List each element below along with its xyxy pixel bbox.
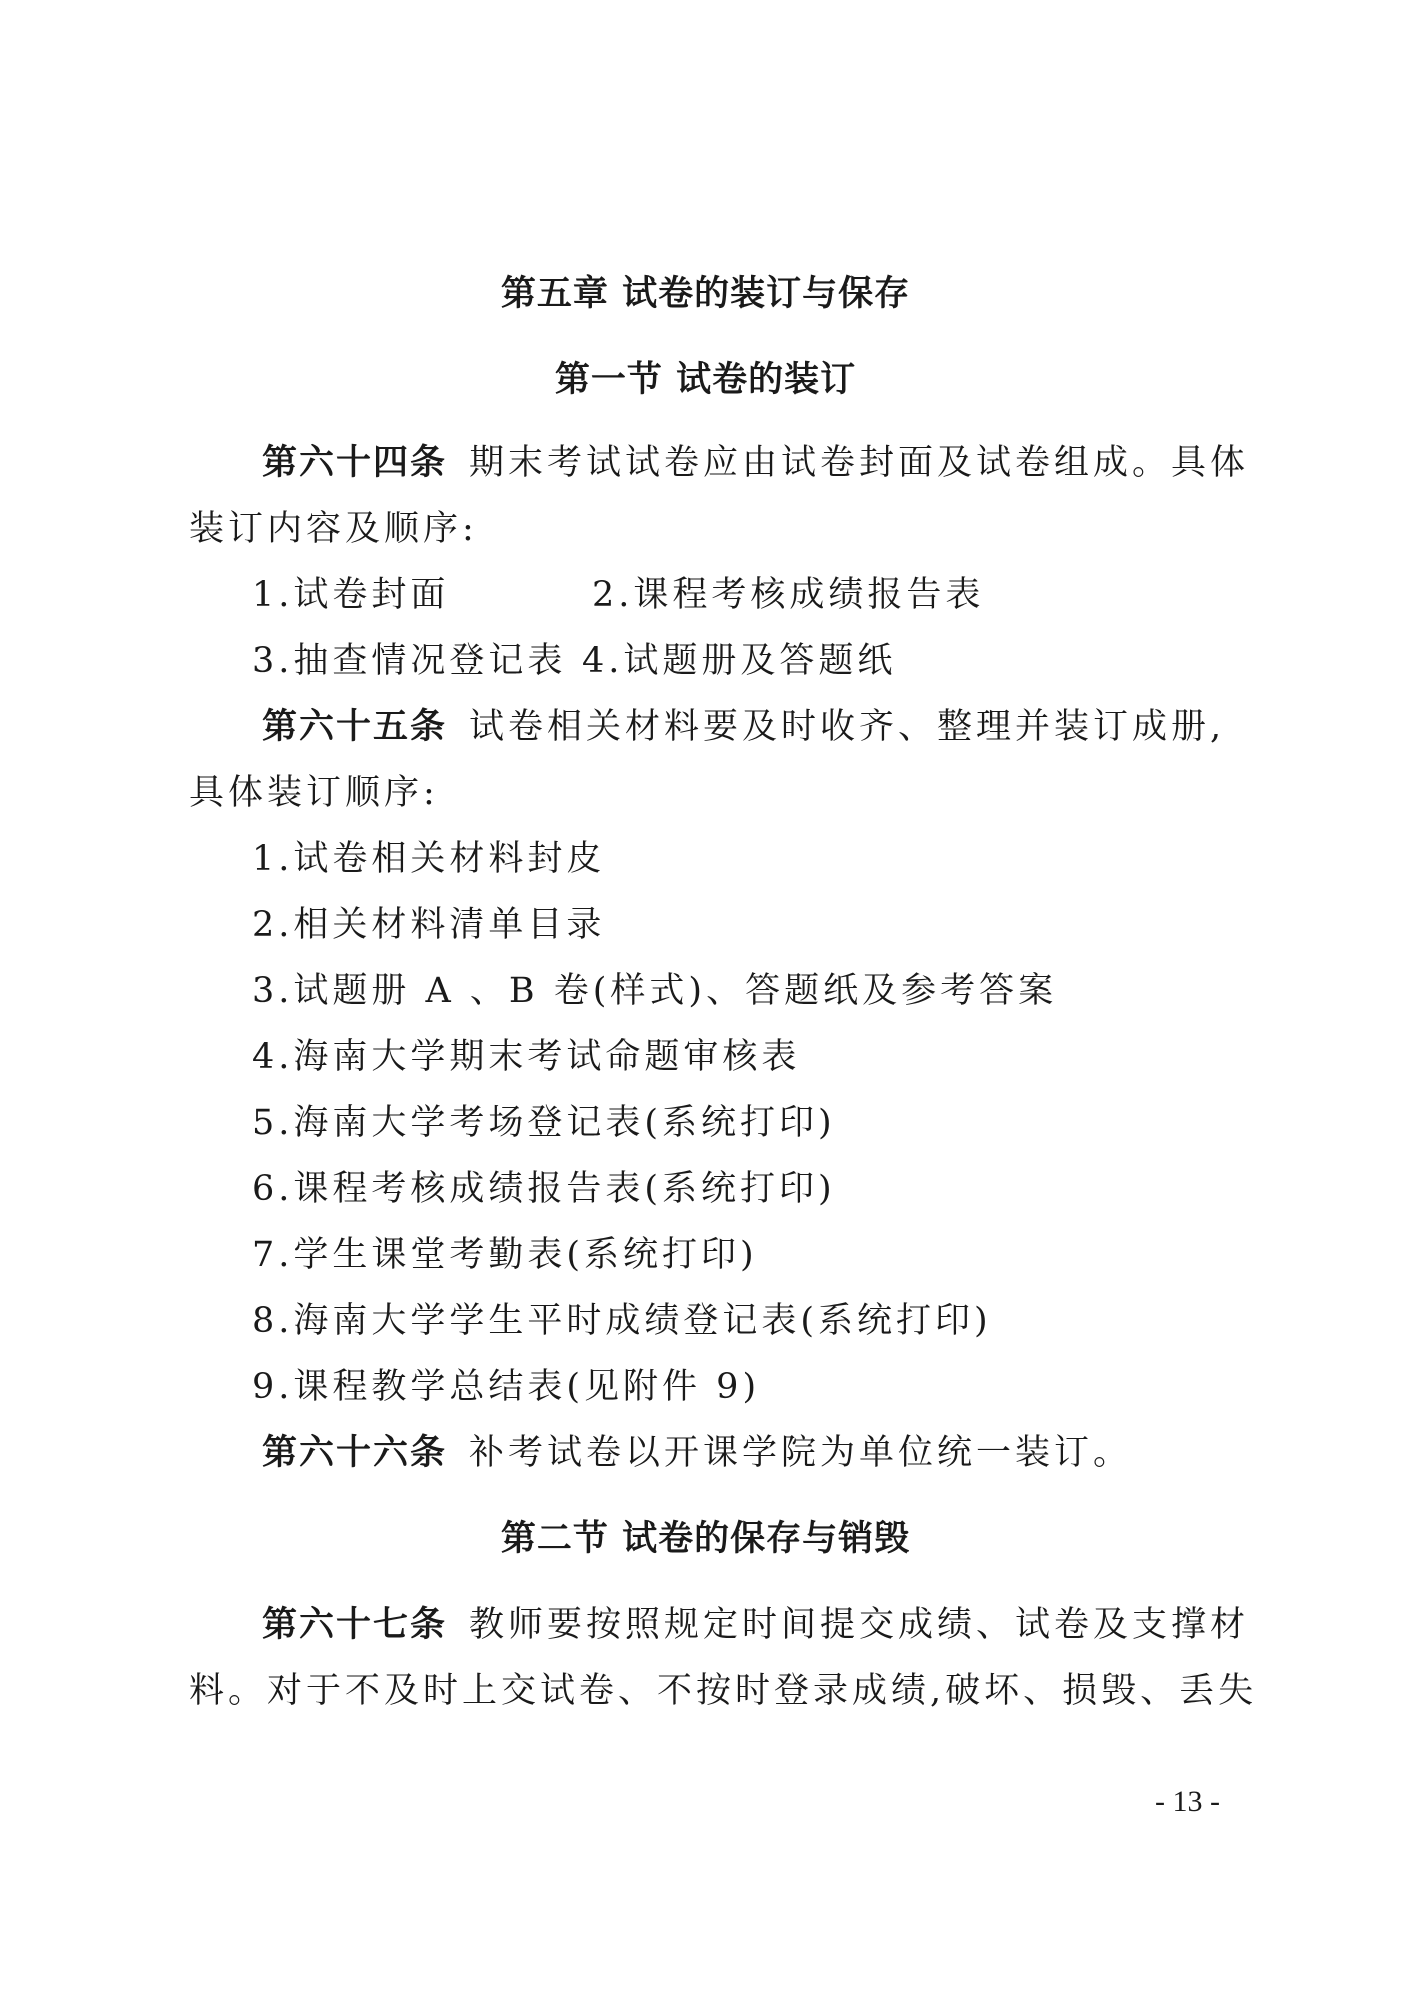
article-64-item-4: 4.试题册及答题纸 [582, 641, 897, 681]
article-65-text-1: 试卷相关材料要及时收齐、整理并装订成册, [469, 707, 1226, 747]
article-64-text-1: 期末考试试卷应由试卷封面及试卷组成。具体 [469, 443, 1250, 483]
article-67-title: 第六十七条 [262, 1605, 448, 1645]
section-2-title: 第二节 试卷的保存与销毁 [500, 1519, 911, 1559]
article-66-title: 第六十六条 [262, 1433, 448, 1473]
article-65-item-1: 1.试卷相关材料封皮 [252, 839, 606, 879]
article-65-item-7: 7.学生课堂考勤表(系统打印) [252, 1235, 758, 1275]
article-67-line-1 [262, 1603, 1249, 1647]
article-65-item-9: 9.课程教学总结表(见附件 9) [252, 1367, 761, 1407]
article-65-line-1 [262, 705, 1225, 749]
section-1-title: 第一节 试卷的装订 [554, 360, 857, 400]
article-64-items-row-2 [252, 639, 1252, 683]
article-67-line-2: 料。对于不及时上交试卷、不按时登录成绩,破坏、损毁、丢失 [189, 1671, 1258, 1711]
article-64-items-row-1 [252, 573, 1252, 617]
article-64-title: 第六十四条 [262, 443, 448, 483]
article-64-item-2: 2.课程考核成绩报告表 [592, 575, 985, 615]
article-64-line-2: 装订内容及顺序: [189, 509, 478, 549]
article-65-item-8: 8.海南大学学生平时成绩登记表(系统打印) [252, 1301, 992, 1341]
article-65-item-3: 3.试题册 A 、B 卷(样式)、答题纸及参考答案 [252, 971, 1058, 1011]
article-65-title: 第六十五条 [262, 707, 448, 747]
article-65-line-2: 具体装订顺序: [189, 773, 439, 813]
chapter-title: 第五章 试卷的装订与保存 [500, 274, 911, 314]
article-64-item-3: 3.抽查情况登记表 [252, 641, 567, 681]
article-64-item-1: 1.试卷封面 [252, 575, 450, 615]
article-65-item-6: 6.课程考核成绩报告表(系统打印) [252, 1169, 836, 1209]
article-65-item-2: 2.相关材料清单目录 [252, 905, 606, 945]
article-66-text: 补考试卷以开课学院为单位统一装订。 [469, 1433, 1133, 1473]
article-66-line-1 [262, 1431, 1132, 1475]
article-64-line-1 [262, 441, 1249, 485]
article-65-item-5: 5.海南大学考场登记表(系统打印) [252, 1103, 836, 1143]
article-65-item-4: 4.海南大学期末考试命题审核表 [252, 1037, 801, 1077]
article-67-text-1: 教师要按照规定时间提交成绩、试卷及支撑材 [469, 1605, 1250, 1645]
page-number: - 13 - [1155, 1785, 1220, 1818]
